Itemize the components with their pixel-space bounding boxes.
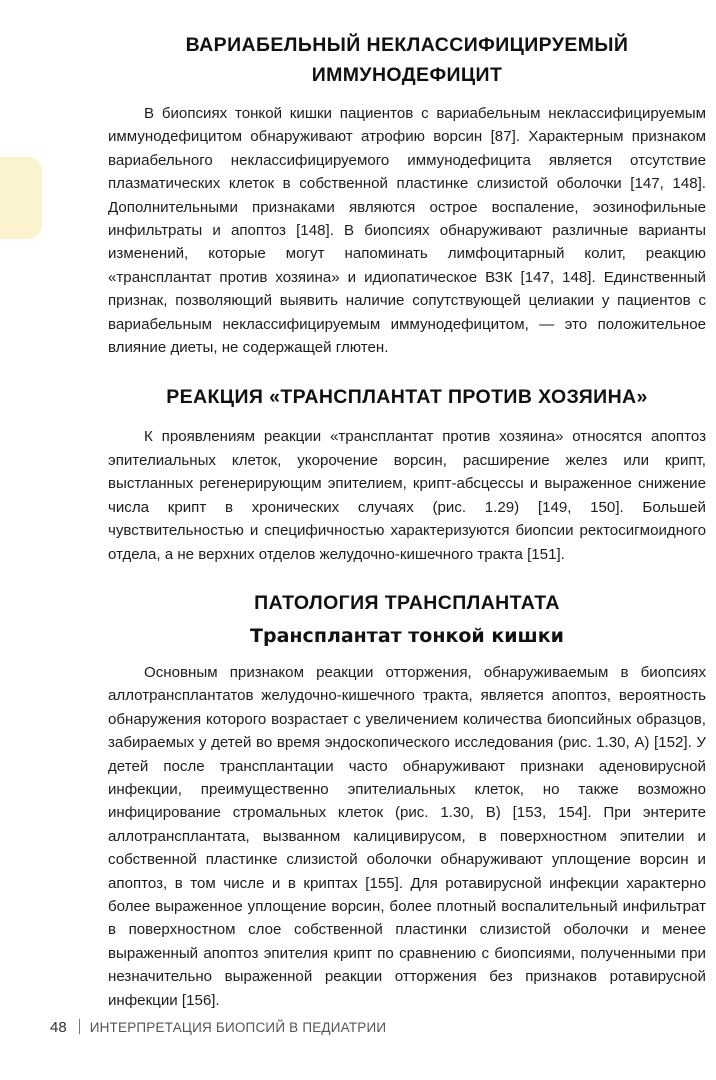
section-title-cvid [108, 30, 706, 90]
running-title: ИНТЕРПРЕТАЦИЯ БИОПСИЙ В ПЕДИАТРИИ [89, 1020, 387, 1035]
subsection-title-small-bowel-transplant: Трансплантат тонкой кишки [250, 624, 564, 647]
section-title-cvid-line2: ИММУНОДЕФИЦИТ [311, 64, 503, 86]
paragraph-cvid: В биопсиях тонкой кишки пациентов с вариабельным неклассифицируемым иммунодефицитом обнаруживают атрофию ворсин [87]. Характерным признаком вариабельного неклассифицируемого иммунодефицита является отсутствие плазматических клеток в собственной пластинке слизистой оболочки [147, 148]. Дополнительными признаками являются острое воспаление, эозинофильные инфильтраты и апоптоз [148]. В биопсиях обнаруживают различные варианты изменений, которые могут напоминать лимфоцитарный колит, реакцию «трансплантат против хозяина» и идиопатическое ВЗК [147, 148]. Единственный признак, позволяющий выявить наличие сопутствующей целиакии у пациентов с вариабельным неклассифицируемым иммунодефицитом, — это положительное влияние диеты, не содержащей глютен. [108, 105, 706, 357]
paragraph-gvhd: К проявлениям реакции «трансплантат против хозяина» относятся апоптоз эпителиальных клеток, укорочение ворсин, расширение желез или крипт, выстланных регенерирующим эпителием, крипт-абсцессы и выраженное снижение числа крипт в хронических случаях (рис. 1.29) [149, 150]. Большей чувствительностью и специфичностью характеризуются биопсии ректосигмоидного отдела, а не верхних отделов желудочно-кишечного тракта [151]. [108, 428, 706, 563]
section-title-transplant-pathology: ПАТОЛОГИЯ ТРАНСПЛАНТАТА [254, 591, 560, 614]
chapter-tab-marker [0, 157, 42, 239]
paragraph-small-bowel-transplant: Основным признаком реакции отторжения, обнаруживаемым в биопсиях аллотрансплантатов желудочно-кишечного тракта, является апоптоз, вероятность обнаружения которого возрастает с увеличением количества биопсийных образцов, забираемых у детей во время эндоскопического исследования (рис. 1.30, А) [152]. У детей после трансплантации часто обнаруживают признаки аденовирусной инфекции, преимущественно эпителиальных клеток, но также возможно инфицирование стромальных клеток (рис. 1.30, В) [153, 154]. При энтерите аллотрансплантата, вызванном калицивирусом, в поверхностном эпителии и собственной пластинке слизистой оболочки обнаруживают уплощение ворсин и апоптоз, в том числе и в криптах [155]. Для ротавирусной инфекции характерно более выраженное уплощение ворсин, более плотный воспалительный инфильтрат в поверхностном слое собственной пластинки слизистой оболочки и менее выраженный апоптоз эпителия крипт по сравнению с биопсиями, полученными при незначительно выраженной реакции отторжения без признаков ротавирусной инфекции [156]. [108, 663, 706, 1009]
section-title-cvid-line1: ВАРИАБЕЛЬНЫЙ НЕКЛАССИФИЦИРУЕМЫЙ [185, 34, 629, 56]
page-content [108, 30, 706, 1012]
footer-divider [79, 1019, 80, 1034]
page-number: 48 [50, 1019, 67, 1036]
page-footer [50, 1019, 386, 1036]
section-title-gvhd: РЕАКЦИЯ «ТРАНСПЛАНТАТ ПРОТИВ ХОЗЯИНА» [166, 386, 648, 409]
